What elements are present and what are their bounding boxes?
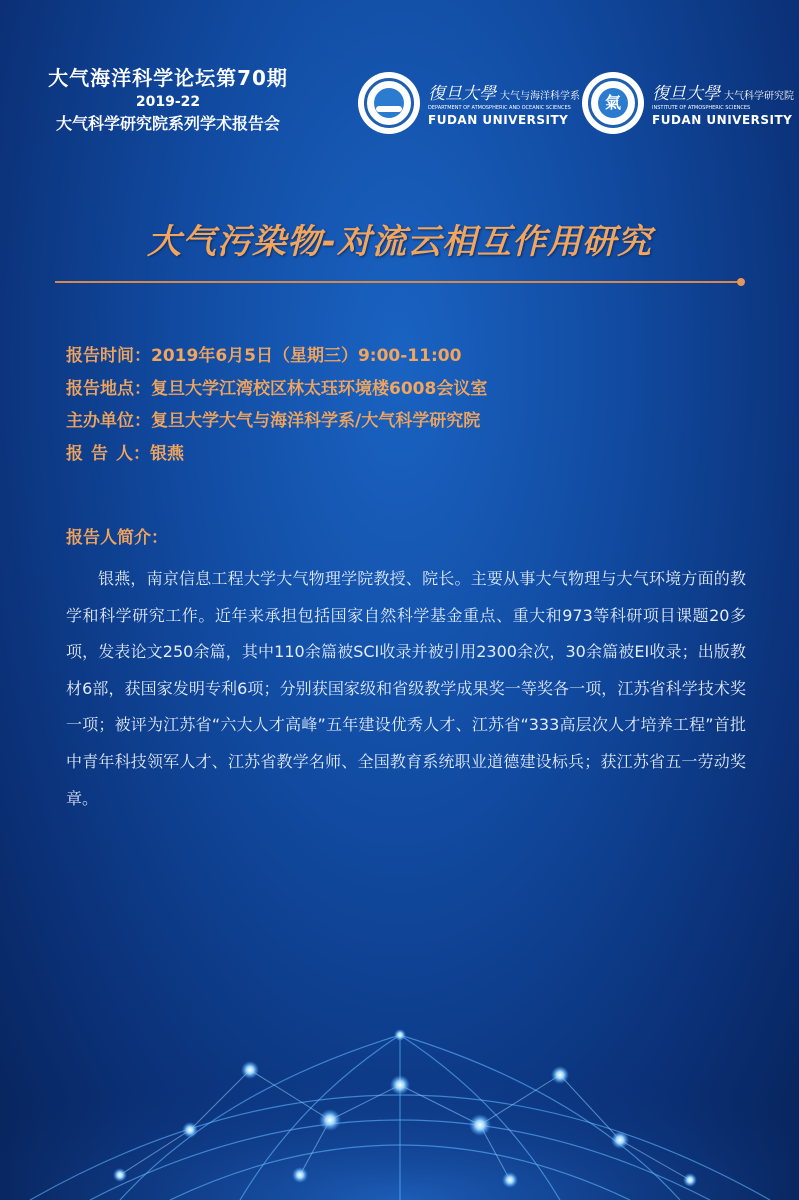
network-globe-graphic — [0, 1000, 799, 1200]
forum-subtitle: 大气科学研究院系列学术报告会 — [55, 114, 280, 133]
title-divider — [55, 281, 741, 283]
department-logo — [358, 72, 580, 134]
logo-brand: 復旦大學 — [652, 83, 720, 104]
info-place — [66, 374, 487, 399]
logo-dept: 大气科学研究院 — [724, 90, 794, 102]
forum-header — [18, 64, 318, 136]
info-host-value: 复旦大学大气与海洋科学系/大气科学研究院 — [151, 411, 481, 431]
department-seal-icon — [358, 72, 420, 134]
logo-en-line: DEPARTMENT OF ATMOSPHERIC AND OCEANIC SCIENCES — [428, 104, 571, 111]
bio-heading: 报告人简介： — [66, 528, 168, 548]
forum-title: 大气海洋科学论坛第70期 — [48, 66, 288, 90]
institute-logo — [582, 72, 794, 134]
logo-dept: 大气与海洋科学系 — [500, 90, 580, 102]
forum-year: 2019-22 — [135, 94, 201, 110]
bio-text: 银燕，南京信息工程大学大气物理学院教授、院长。主要从事大气物理与大气环境方面的教学和科学研究工作。近年来承担包括国家自然科学基金重点、重大和973等科研项目课题20多项，发表论文250余篇，其中110余篇被SCI收录并被引用2300余次，30余篇被EI收录；出版教材6部，获国家发明专利6项；分别获国家级和省级教学成果奖一等奖各一项，江苏省科学技术奖一项；被评为江苏省“六大人才高峰”五年建设优秀人才、江苏省“333高层次人才培养工程”首批中青年科技领军人才、江苏省教学名师、全国教育系统职业道德建设标兵；获江苏省五一劳动奖章。 — [66, 569, 746, 808]
info-place-value: 复旦大学江湾校区林太珏环境楼6008会议室 — [151, 379, 488, 399]
report-title: 大气污染物-对流云相互作用研究 — [146, 222, 653, 262]
logo-university: FUDAN UNIVERSITY — [428, 112, 569, 127]
info-speaker — [66, 439, 184, 464]
info-time-value: 2019年6月5日（星期三）9:00-11:00 — [151, 346, 462, 366]
logo-university: FUDAN UNIVERSITY — [652, 112, 793, 127]
title-divider-dot — [737, 278, 745, 286]
info-place-label: 报告地点： — [66, 379, 151, 399]
logo-brand: 復旦大學 — [428, 83, 496, 104]
info-speaker-label: 报 告 人： — [66, 444, 150, 464]
info-time-label: 报告时间： — [66, 346, 151, 366]
info-host — [66, 406, 480, 431]
logo-en-line: INSTITUTE OF ATMOSPHERIC SCIENCES — [652, 104, 751, 111]
info-time — [66, 341, 461, 366]
info-speaker-value: 银燕 — [150, 444, 184, 464]
info-host-label: 主办单位： — [66, 411, 151, 431]
institute-seal-icon: 氣 — [582, 72, 644, 134]
